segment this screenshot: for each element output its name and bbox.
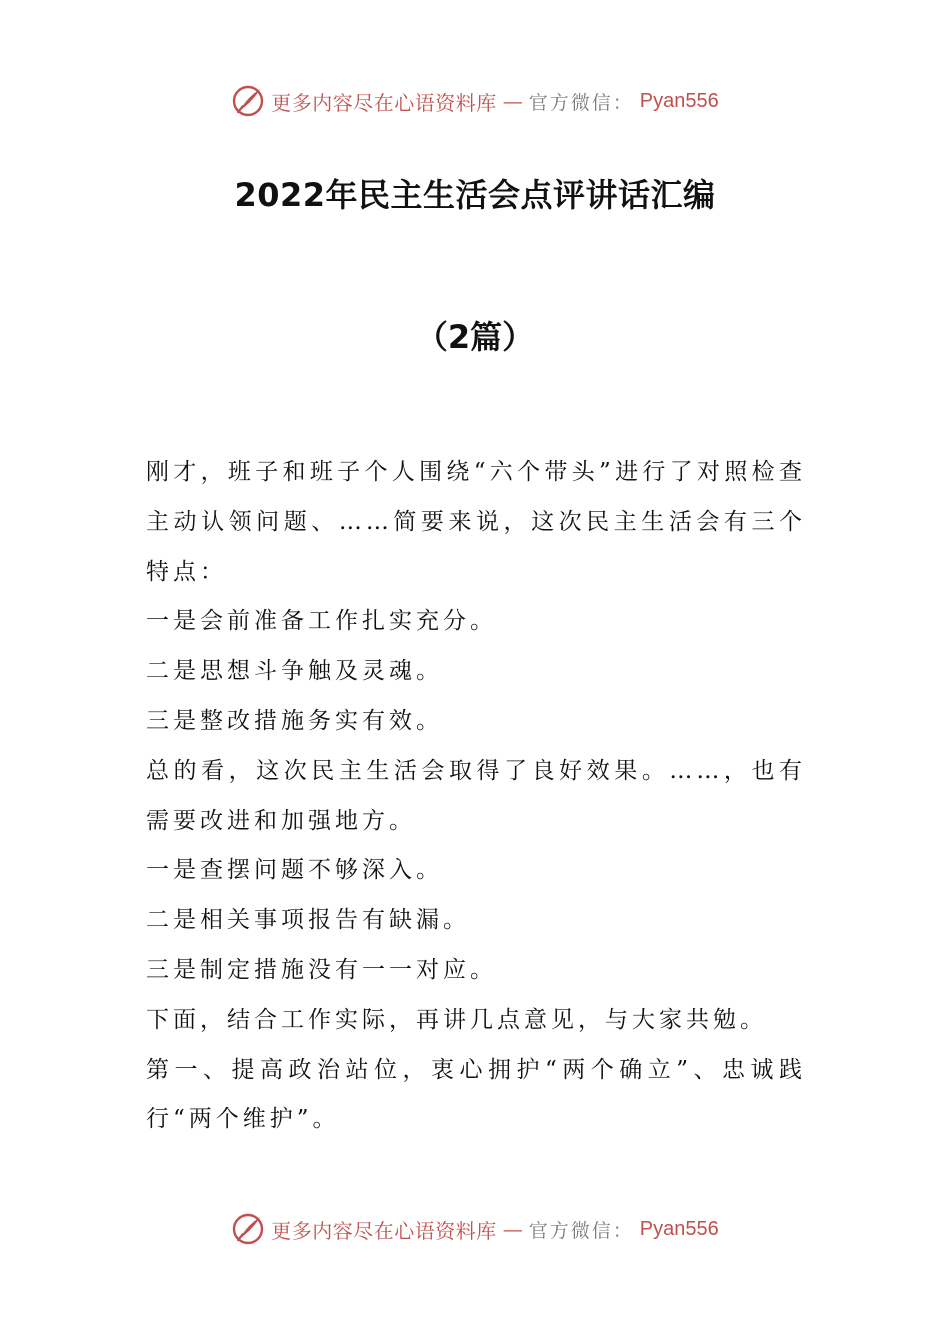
watermark-wechat-id: Pyan556 [639,1217,719,1240]
paragraph: 二是思想斗争触及灵魂。 [146,658,443,685]
paragraph: 二是相关事项报告有缺漏。 [146,907,470,934]
paragraph: 一是查摆问题不够深入。 [146,857,443,884]
watermark-wechat-id: Pyan556 [639,89,719,112]
watermark-label: 官方微信： [528,1219,634,1242]
paragraph: 刚才，班子和班子个人围绕“六个带头”进行了对照检查主动认领问题、……简要来说，这次民主生活会有三个特点： [146,459,806,585]
paragraph: 一是会前准备工作扎实充分。 [146,608,497,635]
paragraph: 第一、提高政治站位，衷心拥护“两个确立”、忠诚践行“两个维护”。 [146,1056,806,1133]
watermark-text: 更多内容尽在心语资料库 [271,1218,497,1243]
paragraph: 三是制定措施没有一一对应。 [146,956,497,983]
watermark-dash: — [502,1217,523,1241]
document-title: 2022年民主生活会点评讲话汇编 [234,176,716,214]
document-subtitle: （2篇） [415,318,535,356]
watermark-text: 更多内容尽在心语资料库 [271,90,497,115]
paragraph: 三是整改措施务实有效。 [146,707,443,734]
quill-logo-icon [231,1212,265,1246]
document-body [146,448,806,1145]
paragraph: 总的看，这次民主生活会取得了良好效果。……，也有需要改进和加强地方。 [146,757,806,834]
paragraph: 下面，结合工作实际，再讲几点意见，与大家共勉。 [146,1006,767,1033]
watermark-header [0,84,950,118]
watermark-label: 官方微信： [528,91,634,114]
watermark-dash: — [502,89,523,113]
quill-logo-icon [231,84,265,118]
watermark-footer [0,1212,950,1246]
